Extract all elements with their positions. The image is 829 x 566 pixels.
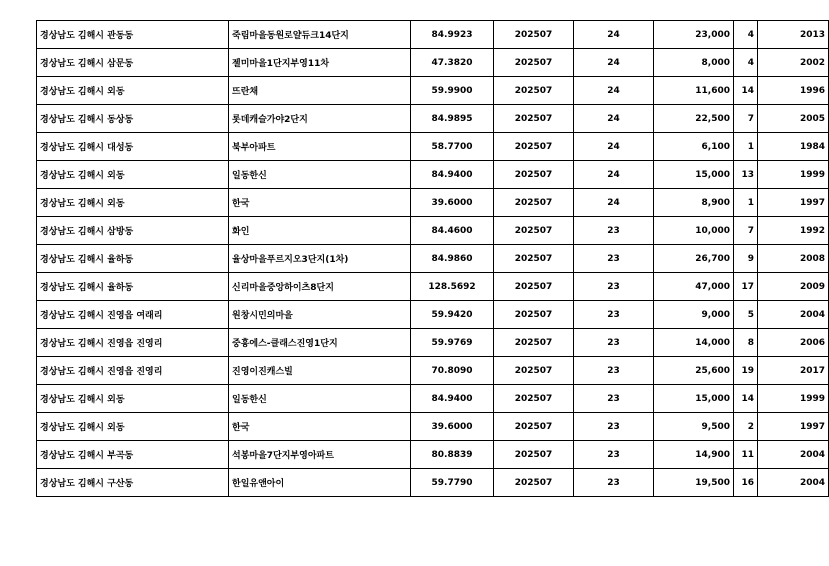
apartment-name-cell: 젤미마을1단지부영11차 xyxy=(229,49,411,77)
build-year-cell: 1992 xyxy=(758,217,829,245)
price-cell: 11,600 xyxy=(654,77,734,105)
apartment-name-cell: 롯데캐슬가야2단지 xyxy=(229,105,411,133)
table-row xyxy=(37,161,829,189)
build-year-cell: 1984 xyxy=(758,133,829,161)
area-cell: 84.9400 xyxy=(411,161,494,189)
apartment-name-cell: 죽림마을동원로얄듀크14단지 xyxy=(229,21,411,49)
floor-cell: 2 xyxy=(734,413,758,441)
area-cell: 80.8839 xyxy=(411,441,494,469)
build-year-cell: 2005 xyxy=(758,105,829,133)
area-cell: 59.7790 xyxy=(411,469,494,497)
contract-day-cell: 23 xyxy=(574,441,654,469)
address-cell: 경상남도 김해시 삼문동 xyxy=(37,49,229,77)
apartment-name-cell: 북부아파트 xyxy=(229,133,411,161)
contract-month-cell: 202507 xyxy=(494,469,574,497)
price-cell: 8,900 xyxy=(654,189,734,217)
build-year-cell: 2009 xyxy=(758,273,829,301)
contract-month-cell: 202507 xyxy=(494,49,574,77)
build-year-cell: 1997 xyxy=(758,189,829,217)
address-cell: 경상남도 김해시 진영읍 여래리 xyxy=(37,301,229,329)
price-cell: 47,000 xyxy=(654,273,734,301)
apartment-name-cell: 한국 xyxy=(229,189,411,217)
apartment-name-cell: 일동한신 xyxy=(229,161,411,189)
floor-cell: 19 xyxy=(734,357,758,385)
contract-day-cell: 24 xyxy=(574,21,654,49)
address-cell: 경상남도 김해시 진영읍 진영리 xyxy=(37,329,229,357)
floor-cell: 14 xyxy=(734,385,758,413)
apartment-name-cell: 진영이진캐스빌 xyxy=(229,357,411,385)
table-row xyxy=(37,469,829,497)
floor-cell: 5 xyxy=(734,301,758,329)
contract-month-cell: 202507 xyxy=(494,301,574,329)
floor-cell: 9 xyxy=(734,245,758,273)
contract-month-cell: 202507 xyxy=(494,133,574,161)
contract-month-cell: 202507 xyxy=(494,385,574,413)
contract-day-cell: 24 xyxy=(574,161,654,189)
area-cell: 59.9900 xyxy=(411,77,494,105)
address-cell: 경상남도 김해시 외동 xyxy=(37,385,229,413)
address-cell: 경상남도 김해시 동상동 xyxy=(37,105,229,133)
floor-cell: 4 xyxy=(734,21,758,49)
address-cell: 경상남도 김해시 부곡동 xyxy=(37,441,229,469)
area-cell: 47.3820 xyxy=(411,49,494,77)
build-year-cell: 2017 xyxy=(758,357,829,385)
price-cell: 25,600 xyxy=(654,357,734,385)
apartment-name-cell: 화인 xyxy=(229,217,411,245)
floor-cell: 8 xyxy=(734,329,758,357)
price-cell: 23,000 xyxy=(654,21,734,49)
contract-day-cell: 24 xyxy=(574,77,654,105)
contract-day-cell: 23 xyxy=(574,217,654,245)
address-cell: 경상남도 김해시 외동 xyxy=(37,413,229,441)
floor-cell: 1 xyxy=(734,189,758,217)
contract-month-cell: 202507 xyxy=(494,357,574,385)
contract-month-cell: 202507 xyxy=(494,161,574,189)
price-cell: 9,500 xyxy=(654,413,734,441)
table-row xyxy=(37,217,829,245)
floor-cell: 11 xyxy=(734,441,758,469)
contract-month-cell: 202507 xyxy=(494,441,574,469)
address-cell: 경상남도 김해시 율하동 xyxy=(37,273,229,301)
price-cell: 14,900 xyxy=(654,441,734,469)
contract-day-cell: 23 xyxy=(574,301,654,329)
apartment-name-cell: 한일유앤아이 xyxy=(229,469,411,497)
address-cell: 경상남도 김해시 진영읍 진영리 xyxy=(37,357,229,385)
address-cell: 경상남도 김해시 삼방동 xyxy=(37,217,229,245)
floor-cell: 14 xyxy=(734,77,758,105)
contract-day-cell: 23 xyxy=(574,357,654,385)
build-year-cell: 1997 xyxy=(758,413,829,441)
apartment-name-cell: 한국 xyxy=(229,413,411,441)
floor-cell: 7 xyxy=(734,217,758,245)
floor-cell: 13 xyxy=(734,161,758,189)
table-row xyxy=(37,189,829,217)
table-row xyxy=(37,357,829,385)
area-cell: 84.9895 xyxy=(411,105,494,133)
price-cell: 15,000 xyxy=(654,161,734,189)
table-row xyxy=(37,273,829,301)
price-cell: 8,000 xyxy=(654,49,734,77)
price-cell: 14,000 xyxy=(654,329,734,357)
floor-cell: 4 xyxy=(734,49,758,77)
table-row xyxy=(37,301,829,329)
build-year-cell: 2004 xyxy=(758,441,829,469)
apartment-name-cell: 율상마을푸르지오3단지(1차) xyxy=(229,245,411,273)
price-cell: 26,700 xyxy=(654,245,734,273)
build-year-cell: 2004 xyxy=(758,301,829,329)
contract-day-cell: 24 xyxy=(574,105,654,133)
table-row xyxy=(37,385,829,413)
floor-cell: 17 xyxy=(734,273,758,301)
table-row xyxy=(37,413,829,441)
build-year-cell: 1996 xyxy=(758,77,829,105)
build-year-cell: 2004 xyxy=(758,469,829,497)
apartment-name-cell: 원창시민의마을 xyxy=(229,301,411,329)
address-cell: 경상남도 김해시 대성동 xyxy=(37,133,229,161)
area-cell: 58.7700 xyxy=(411,133,494,161)
apartment-name-cell: 뜨란채 xyxy=(229,77,411,105)
contract-day-cell: 23 xyxy=(574,385,654,413)
address-cell: 경상남도 김해시 외동 xyxy=(37,77,229,105)
contract-day-cell: 23 xyxy=(574,245,654,273)
price-cell: 9,000 xyxy=(654,301,734,329)
floor-cell: 1 xyxy=(734,133,758,161)
address-cell: 경상남도 김해시 외동 xyxy=(37,189,229,217)
address-cell: 경상남도 김해시 외동 xyxy=(37,161,229,189)
build-year-cell: 2006 xyxy=(758,329,829,357)
address-cell: 경상남도 김해시 구산동 xyxy=(37,469,229,497)
contract-month-cell: 202507 xyxy=(494,245,574,273)
area-cell: 84.4600 xyxy=(411,217,494,245)
contract-day-cell: 23 xyxy=(574,273,654,301)
area-cell: 128.5692 xyxy=(411,273,494,301)
apartment-name-cell: 석봉마을7단지부영아파트 xyxy=(229,441,411,469)
area-cell: 59.9420 xyxy=(411,301,494,329)
area-cell: 59.9769 xyxy=(411,329,494,357)
contract-month-cell: 202507 xyxy=(494,413,574,441)
area-cell: 39.6000 xyxy=(411,413,494,441)
contract-day-cell: 23 xyxy=(574,329,654,357)
build-year-cell: 2008 xyxy=(758,245,829,273)
build-year-cell: 1999 xyxy=(758,385,829,413)
build-year-cell: 1999 xyxy=(758,161,829,189)
table-row xyxy=(37,133,829,161)
contract-month-cell: 202507 xyxy=(494,273,574,301)
table-row xyxy=(37,77,829,105)
apartment-name-cell: 일동한신 xyxy=(229,385,411,413)
contract-month-cell: 202507 xyxy=(494,329,574,357)
apartment-name-cell: 신리마을중앙하이츠8단지 xyxy=(229,273,411,301)
contract-day-cell: 24 xyxy=(574,189,654,217)
area-cell: 84.9923 xyxy=(411,21,494,49)
apartment-name-cell: 중흥에스-클래스진영1단지 xyxy=(229,329,411,357)
contract-month-cell: 202507 xyxy=(494,105,574,133)
table-row xyxy=(37,329,829,357)
table-row xyxy=(37,105,829,133)
price-cell: 6,100 xyxy=(654,133,734,161)
table-row xyxy=(37,21,829,49)
price-cell: 15,000 xyxy=(654,385,734,413)
price-cell: 22,500 xyxy=(654,105,734,133)
floor-cell: 16 xyxy=(734,469,758,497)
contract-day-cell: 23 xyxy=(574,469,654,497)
floor-cell: 7 xyxy=(734,105,758,133)
contract-month-cell: 202507 xyxy=(494,189,574,217)
table-row xyxy=(37,441,829,469)
address-cell: 경상남도 김해시 율하동 xyxy=(37,245,229,273)
contract-day-cell: 24 xyxy=(574,49,654,77)
contract-month-cell: 202507 xyxy=(494,21,574,49)
build-year-cell: 2002 xyxy=(758,49,829,77)
contract-month-cell: 202507 xyxy=(494,217,574,245)
address-cell: 경상남도 김해시 관동동 xyxy=(37,21,229,49)
table-row xyxy=(37,49,829,77)
area-cell: 84.9860 xyxy=(411,245,494,273)
contract-day-cell: 23 xyxy=(574,413,654,441)
price-cell: 10,000 xyxy=(654,217,734,245)
table-row xyxy=(37,245,829,273)
price-cell: 19,500 xyxy=(654,469,734,497)
contract-day-cell: 24 xyxy=(574,133,654,161)
area-cell: 70.8090 xyxy=(411,357,494,385)
contract-month-cell: 202507 xyxy=(494,77,574,105)
build-year-cell: 2013 xyxy=(758,21,829,49)
area-cell: 39.6000 xyxy=(411,189,494,217)
transaction-table xyxy=(36,20,829,497)
area-cell: 84.9400 xyxy=(411,385,494,413)
